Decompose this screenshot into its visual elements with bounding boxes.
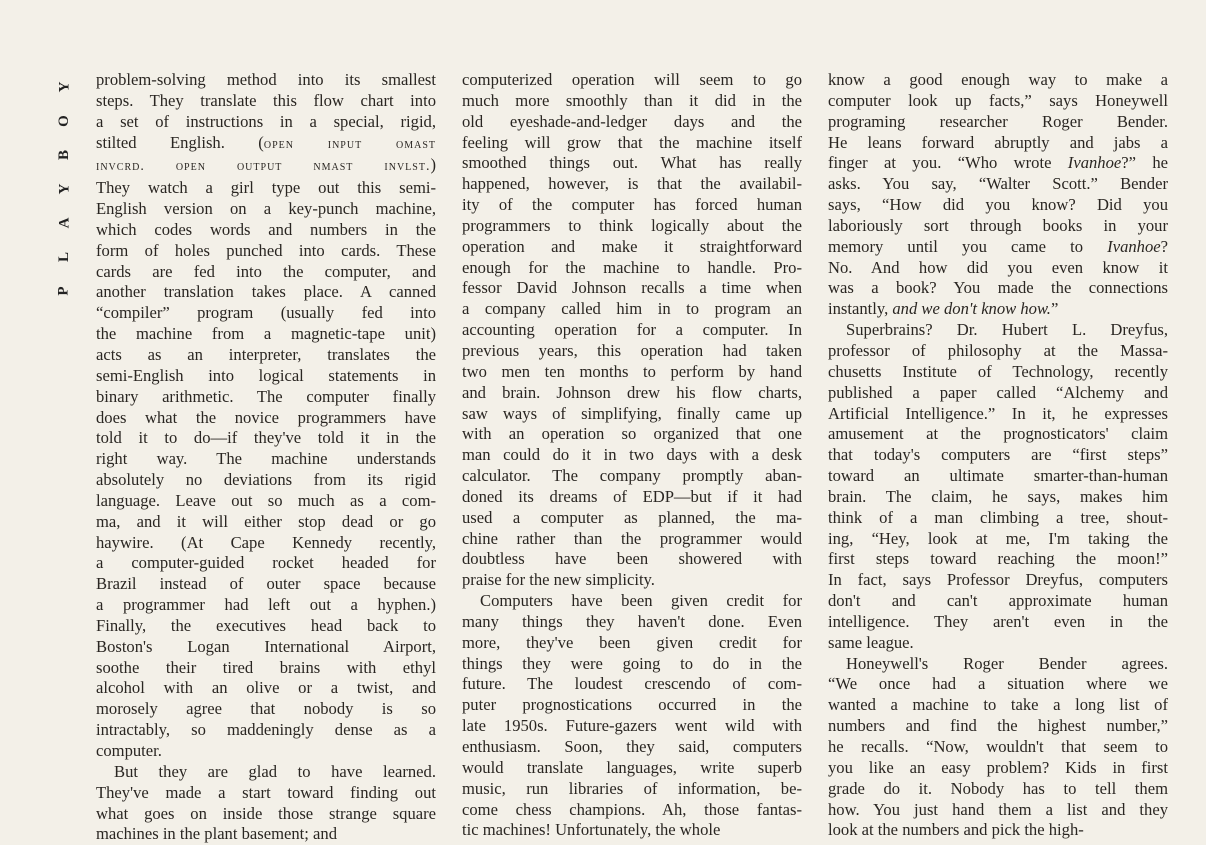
text-line: old eyeshade-and-ledger days and the (462, 111, 802, 131)
text-line: steps. They translate this flow chart into (96, 90, 436, 110)
text-line: would translate languages, write superb (462, 757, 802, 777)
text-line: future. The loudest crescendo of com- (462, 674, 802, 694)
text-line: alcohol with an olive or a twist, and (96, 678, 436, 698)
text-line: wanted a machine to take a long list of (828, 695, 1168, 715)
text-line: acts as an interpreter, translates the (96, 344, 436, 364)
running-head-letter: Y (56, 81, 72, 93)
text-line: more, they've been given credit for (462, 632, 802, 652)
text-line: intractably, so maddeningly dense as a (96, 720, 436, 740)
text-line: saw ways of simplifying, finally came up (462, 403, 802, 423)
text-line: a computer-guided rocket headed for (96, 553, 436, 573)
text-line: asks. You say, “Walter Scott.” Bender (828, 174, 1168, 194)
text-line: professor of philosophy at the Massa- (828, 340, 1168, 360)
text-line: amusement at the prognosticators' claim (828, 424, 1168, 444)
text-line: things they were going to do in the (462, 653, 802, 673)
text-line: a set of instructions in a special, rigid, (96, 111, 436, 131)
text-line: accounting operation for a computer. In (462, 320, 802, 340)
text-line: ity of the computer has forced human (462, 195, 802, 215)
text-line: another translation takes place. A canned (96, 282, 436, 302)
text-line: In fact, says Professor Dreyfus, computers (828, 570, 1168, 590)
text-line: and brain. Johnson drew his flow charts, (462, 382, 802, 402)
text-column-1 (96, 70, 436, 845)
text-line: Computers have been given credit for (480, 591, 802, 611)
running-head-letter: B (55, 149, 72, 161)
text-line: operation and make it straightforward (462, 236, 802, 256)
text-line: two men ten months to perform by hand (462, 361, 802, 381)
text-line: enough for the machine to handle. Pro- (462, 257, 802, 277)
text-line: which codes words and numbers in the (96, 219, 436, 239)
text-line: intelligence. They aren't even in the (828, 611, 1168, 631)
text-line: calculator. The company promptly aban- (462, 466, 802, 486)
text-line: enthusiasm. Soon, they said, computers (462, 737, 802, 756)
text-line: haywire. (At Cape Kennedy recently, (96, 532, 436, 552)
text-line: right way. The machine understands (96, 449, 436, 469)
text-line: much more smoothly than it did in the (462, 90, 802, 110)
text-line: fessor David Johnson recalls a time when (462, 278, 802, 298)
text-line: absolutely no deviations from its rigid (96, 470, 436, 490)
text-line: toward an ultimate smarter-than-human (828, 466, 1168, 486)
text-line: a company called him in to program an (462, 299, 802, 319)
text-line: don't and can't approximate human (828, 591, 1168, 611)
text-line: computerized operation will seem to go (462, 70, 802, 89)
text-line: a programmer had left out a hyphen.) (96, 595, 436, 615)
text-line: morosely agree that nobody is so (96, 699, 436, 719)
text-line: ma, and it will either stop dead or go (96, 511, 436, 531)
text-line: No. And how did you even know it (828, 257, 1168, 277)
text-line: They watch a girl type out this semi- (96, 178, 436, 198)
text-line: “compiler” program (usually fed into (96, 303, 436, 323)
text-line: Boston's Logan International Airport, (96, 636, 436, 656)
text-line: Superbrains? Dr. Hubert L. Dreyfus, (846, 320, 1168, 340)
text-line: he recalls. “Now, wouldn't that seem to (828, 737, 1168, 756)
text-line: laboriously sort through books in your (828, 215, 1168, 235)
text-line: binary arithmetic. The computer finally (96, 386, 436, 406)
text-line: soothe their tired brains with ethyl (96, 657, 436, 677)
text-line: programmers to think logically about the (462, 215, 802, 235)
text-line: problem-solving method into its smallest (96, 70, 436, 89)
text-line: memory until you came to Ivanhoe? (828, 236, 1168, 256)
text-line: how. You just hand them a list and they (828, 799, 1168, 819)
text-line: brain. The claim, he says, makes him (828, 486, 1168, 506)
text-line: invcrd. open output nmast invlst.) (96, 155, 436, 175)
text-line: Honeywell's Roger Bender agrees. (846, 653, 1168, 673)
text-line: that today's computers are “first steps” (828, 445, 1168, 465)
text-line: happened, however, is that the availabil- (462, 174, 802, 194)
text-line: doubtless have been showered with (462, 549, 802, 569)
text-line: Brazil instead of outer space because (96, 574, 436, 594)
text-line: previous years, this operation had taken (462, 340, 802, 360)
text-line: late 1950s. Future-gazers went wild with (462, 716, 802, 736)
text-line: smoothed things out. What has really (462, 153, 802, 173)
text-line: chusetts Institute of Technology, recently (828, 361, 1168, 381)
running-head-letter: Y (56, 183, 72, 195)
text-line: you like an easy problem? Kids in first (828, 757, 1168, 777)
running-head-playboy (56, 70, 72, 308)
text-line: what goes on inside those strange square (96, 803, 436, 823)
text-line: Artificial Intelligence.” In it, he expresses (828, 403, 1168, 423)
text-line: first steps toward reaching the moon!” (828, 549, 1168, 569)
text-line: English version on a key-punch machine, (96, 199, 436, 219)
text-line: feeling will grow that the machine itself (462, 132, 802, 152)
text-line: doned its dreams of EDP—but if it had (462, 486, 802, 506)
text-line: puter prognostications occurred in the (462, 695, 802, 715)
text-line: semi-English into logical statements in (96, 365, 436, 385)
text-line: think of a man climbing a tree, shout- (828, 507, 1168, 527)
text-line: does what the novice programmers have (96, 407, 436, 427)
text-line: Finally, the executives head back to (96, 615, 436, 635)
running-head-letter: O (55, 115, 72, 127)
text-column-2 (462, 70, 802, 841)
text-line: told it to do—if they've told it in the (96, 428, 436, 448)
text-line: praise for the new simplicity. (462, 570, 655, 590)
text-line: numbers and find the highest number,” (828, 716, 1168, 736)
text-line: chine rather than the programmer would (462, 528, 802, 548)
text-line: was a book? You made the connections (828, 278, 1168, 298)
text-line: “We once had a situation where we (828, 674, 1168, 694)
running-head-letter: P (55, 286, 72, 296)
text-line: many things they haven't done. Even (462, 611, 802, 631)
text-line: finger at you. “Who wrote Ivanhoe?” he (828, 153, 1168, 173)
text-line: computer. (96, 741, 162, 760)
running-head-letter: A (56, 217, 72, 229)
text-line: published a paper called “Alchemy and (828, 382, 1168, 402)
text-line: same league. (828, 632, 914, 652)
text-line: machines in the plant basement; and (96, 824, 337, 844)
text-column-3 (828, 70, 1168, 841)
text-line: used a computer as planned, the ma- (462, 507, 802, 527)
text-line: with an operation so organized that one (462, 424, 802, 444)
text-line: stilted English. (open input omast (96, 132, 436, 152)
text-line: language. Leave out so much as a com- (96, 490, 436, 510)
text-line: cards are fed into the computer, and (96, 261, 436, 281)
text-line: know a good enough way to make a (828, 70, 1168, 89)
text-line: man could do it in two days with a desk (462, 445, 802, 465)
text-line: tic machines! Unfortunately, the whole (462, 820, 721, 840)
text-line: look at the numbers and pick the high- (828, 820, 1084, 840)
text-line: programing researcher Roger Bender. (828, 111, 1168, 131)
running-head-letter: L (55, 251, 72, 263)
text-line: come chess champions. Ah, those fantas- (462, 799, 802, 819)
text-line: grade do it. Nobody has to tell them (828, 778, 1168, 798)
text-line: says, “How did you know? Did you (828, 195, 1168, 215)
text-line: But they are glad to have learned. (114, 761, 436, 781)
text-line: ing, “Hey, look at me, I'm taking the (828, 528, 1168, 548)
text-line: They've made a start toward finding out (96, 782, 436, 802)
text-line: computer look up facts,” says Honeywell (828, 90, 1168, 110)
text-line: music, run libraries of information, be- (462, 778, 802, 798)
text-line: instantly, and we don't know how.” (828, 299, 1059, 319)
text-line: form of holes punched into cards. These (96, 240, 436, 260)
text-line: the machine from a magnetic-tape unit) (96, 324, 436, 344)
text-line: He leans forward abruptly and jabs a (828, 132, 1168, 152)
